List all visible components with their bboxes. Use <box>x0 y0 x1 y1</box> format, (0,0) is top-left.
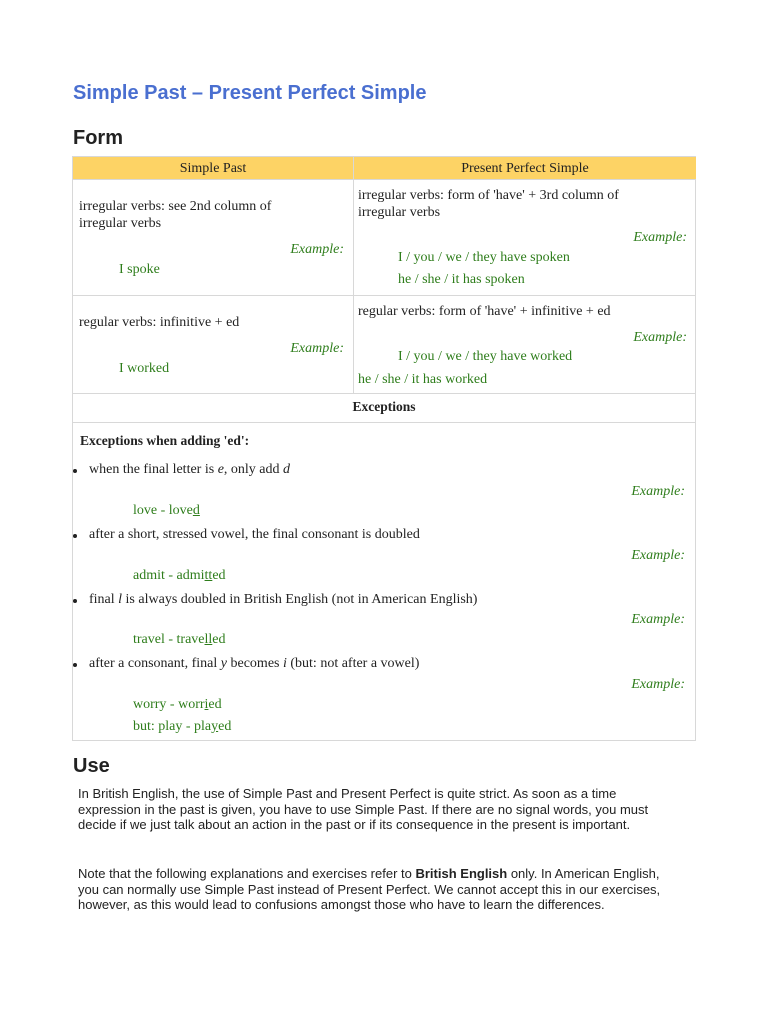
exceptions-header: Exceptions <box>352 399 416 414</box>
example-text: I spoke <box>119 262 160 277</box>
row-divider <box>73 422 695 423</box>
example-text: he / she / it has spoken <box>398 272 525 287</box>
row1-left-text: irregular verbs: see 2nd column of <box>79 199 272 214</box>
rule-text: final l is always doubled in British English (not in American English) <box>89 592 478 607</box>
example-text: but: play - played <box>133 719 232 734</box>
example-text: love - loved <box>133 503 200 518</box>
page-title: Simple Past – Present Perfect Simple <box>73 82 427 104</box>
example-label: Example: <box>633 230 687 245</box>
example-text: I worked <box>119 361 170 376</box>
grammar-table <box>72 156 696 741</box>
row1-left-text: irregular verbs <box>79 216 162 231</box>
row-divider <box>73 393 695 394</box>
bullet <box>73 663 77 667</box>
use-heading: Use <box>73 755 110 777</box>
rule-text: when the final letter is e, only add d <box>89 462 291 477</box>
bullet <box>73 599 77 603</box>
example-text: worry - worried <box>133 697 222 712</box>
exceptions-subheading: Exceptions when adding 'ed': <box>80 433 250 448</box>
row2-left-text: regular verbs: infinitive + ed <box>79 315 240 330</box>
header-present-perfect: Present Perfect Simple <box>354 157 696 180</box>
example-text: I / you / we / they have worked <box>398 349 573 364</box>
example-label: Example: <box>290 242 344 257</box>
example-text: travel - travelled <box>133 632 226 647</box>
example-label: Example: <box>633 330 687 345</box>
rule-text: after a short, stressed vowel, the final consonant is doubled <box>89 527 420 542</box>
example-label: Example: <box>631 612 685 627</box>
example-text: I / you / we / they have spoken <box>398 250 570 265</box>
example-label: Example: <box>290 341 344 356</box>
row1-right-text: irregular verbs <box>358 205 441 220</box>
rule-text: after a consonant, final y becomes i (but: not after a vowel) <box>89 656 420 671</box>
row1-right-text: irregular verbs: form of 'have' + 3rd column of <box>358 188 619 203</box>
bullet <box>73 534 77 538</box>
example-text: admit - admitted <box>133 568 226 583</box>
example-label: Example: <box>631 677 685 692</box>
example-text: he / she / it has worked <box>358 372 488 387</box>
use-paragraph: Note that the following explanations and exercises refer to British English only. In American English, you can normally use Simple Past instead of Present Perfect. We cannot accept this in our exercises, however, as this would lead to confusions amongst those who have to learn the differences. <box>78 866 661 912</box>
header-simple-past: Simple Past <box>73 157 353 180</box>
form-heading: Form <box>73 127 123 149</box>
example-label: Example: <box>631 548 685 563</box>
column-divider <box>353 157 354 394</box>
use-paragraph: In British English, the use of Simple Past and Present Perfect is quite strict. As soon as a time expression in the past is given, you have to use Simple Past. If there are no signal words, you must decide if we just talk about an action in the past or if its consequence in the present is important. <box>78 786 649 832</box>
row-divider <box>73 295 695 296</box>
row2-right-text: regular verbs: form of 'have' + infinitive + ed <box>358 304 611 319</box>
example-label: Example: <box>631 484 685 499</box>
bullet <box>73 469 77 473</box>
